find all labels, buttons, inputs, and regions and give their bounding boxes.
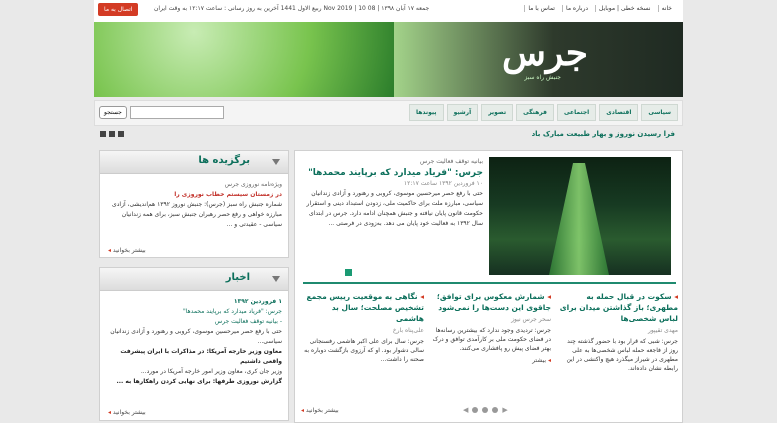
azadi-tower-image bbox=[549, 163, 609, 275]
selected-body: شماره جنبش راه سبز (جرس): جنبش نوروز ۱۳۹۲ هم‌اندیشی، آزادی مبارزه خواهی و رفع حصر رهبران جنبش سبز، برای همه زندانیان سیاسی - عقیدتی و ... bbox=[112, 201, 282, 228]
card-pager bbox=[463, 406, 508, 414]
card-headline[interactable]: ◂ شمارش معکوس برای توافق؛ جاقوی این دست‌ها را نمی‌شود bbox=[430, 291, 551, 313]
page-dot[interactable] bbox=[492, 407, 498, 413]
contact-button[interactable]: اتصال به ما bbox=[98, 3, 138, 16]
card-author: علی‌پناه بارخ bbox=[392, 327, 424, 334]
news-title: اخبار bbox=[225, 272, 250, 283]
selected-source: ویژه‌نامه نوروزی جرس bbox=[224, 181, 282, 188]
menu-item-social[interactable]: اجتماعی bbox=[557, 104, 596, 121]
page-dot[interactable] bbox=[482, 407, 488, 413]
feature-headline[interactable]: جرس: "فریاد میدارد که برپایند محمدها" bbox=[308, 168, 483, 178]
menu-item-photo[interactable]: تصویر bbox=[481, 104, 513, 121]
search-button[interactable]: جستجو bbox=[99, 106, 127, 119]
collapse-icon[interactable] bbox=[272, 276, 280, 282]
top-nav-contact[interactable]: تماس با ما bbox=[524, 5, 558, 12]
selected-more-link[interactable]: ◂ بیشتر بخوانید bbox=[108, 247, 146, 254]
card-more-link[interactable]: ◂ بیشتر bbox=[430, 356, 551, 365]
page-dot[interactable] bbox=[472, 407, 478, 413]
feature-text bbox=[305, 157, 483, 229]
ticker-controls bbox=[100, 131, 124, 137]
feature-image[interactable] bbox=[489, 157, 671, 275]
card-body: جرس: تردیدی وجود ندارد که بیشترین رسانه‌ها در فضای حکومت ملی بر کارآمدی توافق و درک بهتر فضای پیش رو پافشاری می‌کنند. bbox=[432, 327, 551, 352]
feature-body: حتی با رفع حصر میرحسین موسوی، کروبی و رهنورد و آزادی زندانیان سیاسی، مبارزه ملت برای حاکمیت ملی، زدودن استبداد دینی و استقرار حکومت قانون پایان نیافته و جنبش همچنان ادامه دارد. جرس در ابتدای سال ۱۳۹۲ به فعالیت خود پایان می دهد. به‌زودی در فرصتی ... bbox=[306, 190, 483, 227]
news-item-1-body: حتی با رفع حصر میرحسین موسوی، کروبی و رهنورد و آزادی زندانیان سیاسی... bbox=[110, 328, 282, 345]
top-bar bbox=[94, 0, 683, 23]
selected-title: برگزیده ها bbox=[198, 155, 250, 166]
news-card bbox=[557, 291, 678, 373]
site-tagline: جنبش راه سبز bbox=[524, 74, 561, 81]
card-body: جرس: شبی که قرار بود با حضور گذشته چند روز از فاجعه حمله لباس شخصی‌ها به علی مطهری در شیراز میگذرد هیچ واکنشی در این رابطه نشان داده‌اند. bbox=[566, 338, 678, 372]
news-box bbox=[99, 267, 289, 421]
news-card bbox=[430, 291, 551, 373]
news-more-link[interactable]: ◂ بیشتر بخوانید bbox=[108, 409, 146, 416]
news-item-3-title[interactable]: گزارش نوروزی طرفها: برای نهایی کردن راهکارها به ... bbox=[116, 378, 282, 385]
slide-indicator[interactable] bbox=[345, 269, 352, 276]
banner-image bbox=[94, 22, 394, 97]
arrow-right-icon[interactable]: ▶ bbox=[502, 406, 508, 414]
prev-icon[interactable] bbox=[118, 131, 124, 137]
pause-icon[interactable] bbox=[109, 131, 115, 137]
menu-item-politics[interactable]: سیاسی bbox=[641, 104, 678, 121]
ticker-text[interactable]: فرا رسیدن نوروز و بهار طبیعت مبارک باد bbox=[531, 130, 675, 138]
section-divider bbox=[303, 282, 676, 284]
top-nav-mobile[interactable]: نسخه خطی | موبایل bbox=[595, 5, 654, 12]
card-headline[interactable]: ◂ سکوت در قبال حمله به مطهری؛ باز گذاشتن میدان برای لباس شخصی‌ها bbox=[557, 291, 678, 324]
card-headline[interactable]: ◂ نگاهی به موقعیت رییس مجمع تشخیص مصلحت؛ سال بد هاشمی bbox=[303, 291, 424, 324]
news-card bbox=[303, 291, 424, 373]
main-content bbox=[294, 150, 683, 423]
news-item-1-title[interactable]: جرس: "فریاد میدارد که برپایند محمدها" bbox=[182, 308, 282, 315]
news-date: ۱ فروردین ۱۳۹۲ bbox=[233, 298, 282, 305]
card-author: سحر جرس نیوز bbox=[511, 316, 551, 323]
selected-headline[interactable]: در زمستان سیستم خطاب نوروزی را bbox=[174, 191, 282, 198]
feature-source: بیانیه توقف فعالیت جرس bbox=[419, 158, 483, 165]
center-more-link[interactable]: ◂ بیشتر بخوانید bbox=[301, 407, 339, 414]
feature-date: ۱۰ فروردین ۱۳۹۲ ساعت ۱۲:۱۷ bbox=[403, 180, 483, 187]
header-banner bbox=[94, 22, 683, 97]
main-menu bbox=[94, 100, 683, 126]
selected-box bbox=[99, 150, 289, 258]
news-item-2-title[interactable]: معاون وزیر خارجه آمریکا: در مذاکرات با ایران پیشرفت واقعی داشتیم bbox=[120, 348, 282, 365]
site-logo[interactable]: جرس bbox=[501, 32, 588, 74]
top-nav bbox=[524, 5, 675, 12]
search-input[interactable] bbox=[130, 106, 224, 119]
next-icon[interactable] bbox=[100, 131, 106, 137]
menu-item-archive[interactable]: آرشیو bbox=[447, 104, 479, 121]
menu-item-culture[interactable]: فرهنگی bbox=[516, 104, 554, 121]
card-body: جرس: سال برای علی اکبر هاشمی رفسنجانی سالی دشوار بود. او که آرزوی بازگشت دوباره به صحنه را داشت... bbox=[304, 338, 424, 363]
date-line: جمعه ۱۷ آبان ۱۳۹۸ | 08 Nov 2019 | 10 ربیع الاول 1441 آخرین به روز رسانی : ساعت ۱۲:۱۷ به وقت ایران bbox=[154, 5, 430, 12]
left-column bbox=[99, 150, 289, 421]
search-box bbox=[99, 106, 224, 119]
news-item-1-source: - بیانیه توقف فعالیت جرس bbox=[214, 318, 282, 325]
arrow-left-icon[interactable]: ◀ bbox=[463, 406, 469, 414]
card-row bbox=[301, 291, 678, 373]
news-ticker bbox=[94, 128, 683, 142]
menu-item-links[interactable]: پیوندها bbox=[409, 104, 444, 121]
top-nav-about[interactable]: درباره ما bbox=[562, 5, 591, 12]
collapse-icon[interactable] bbox=[272, 159, 280, 165]
top-nav-home[interactable]: خانه bbox=[658, 5, 675, 12]
menu-item-economy[interactable]: اقتصادی bbox=[599, 104, 638, 121]
card-author: مهدی تقیپور bbox=[647, 327, 678, 334]
news-item-2-body: وزیر جان کری، معاون وزیر امور خارجه آمریکا در مورد... bbox=[140, 368, 282, 375]
